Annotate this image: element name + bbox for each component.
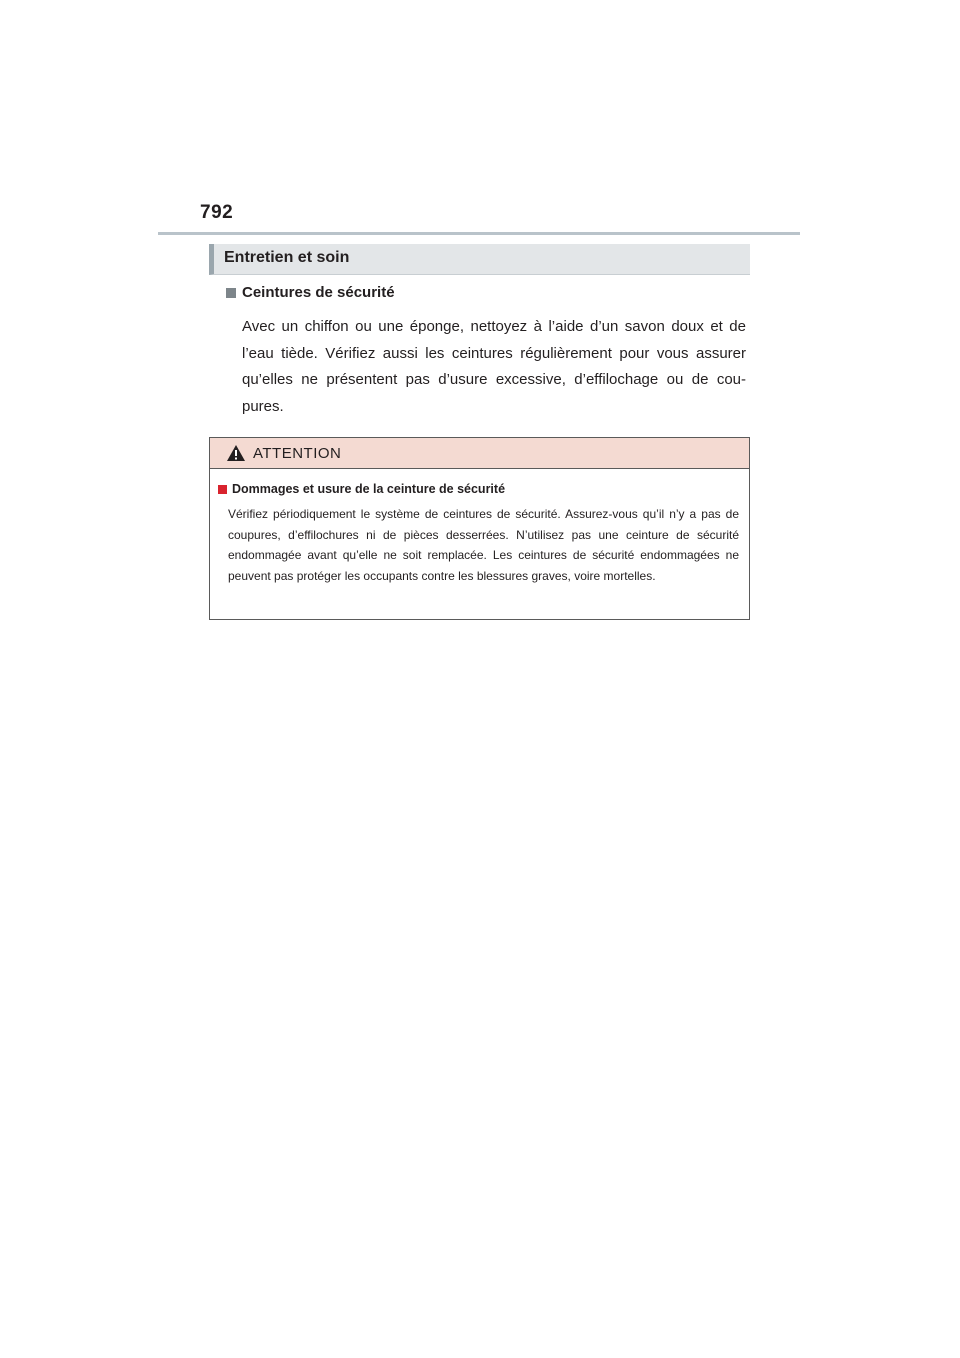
subsection-title: Ceintures de sécurité (242, 284, 395, 301)
caution-text: Vérifiez périodiquement le système de ceintures de sécurité. Assurez-vous qu’il n’y a pas de coupures, d’effilochures ni de pièces desserrées. N’utilisez pas une ceinture de sécurité endommagée avant qu’elle ne soit remplacée. Les ceintures de sécurité endommagées ne peuvent pas protéger les occupants contre les blessures graves, voire mortelles. (228, 507, 739, 583)
section-title: Entretien et soin (224, 249, 350, 266)
page-number: 792 (200, 202, 234, 223)
subsection-body: Avec un chiffon ou une éponge, nettoyez à l’aide d’un savon doux et de l’eau tiède. Vérifiez aussi les ceintures régulièrement pour vous assurer qu’elles ne présentent pas d’usure excessive, d’effilochage ou de cou-pures. (242, 318, 746, 415)
warning-triangle-icon (226, 444, 246, 462)
caution-header (210, 438, 749, 469)
square-bullet-icon (226, 288, 236, 298)
red-square-bullet-icon (218, 485, 227, 494)
header-rule (158, 232, 800, 235)
caution-subtitle: Dommages et usure de la ceinture de sécurité (232, 482, 506, 496)
caution-box (209, 437, 750, 620)
section-header (209, 244, 750, 275)
caution-label: ATTENTION (253, 444, 342, 462)
caution-subheading (218, 482, 505, 496)
subsection-heading (226, 284, 395, 301)
